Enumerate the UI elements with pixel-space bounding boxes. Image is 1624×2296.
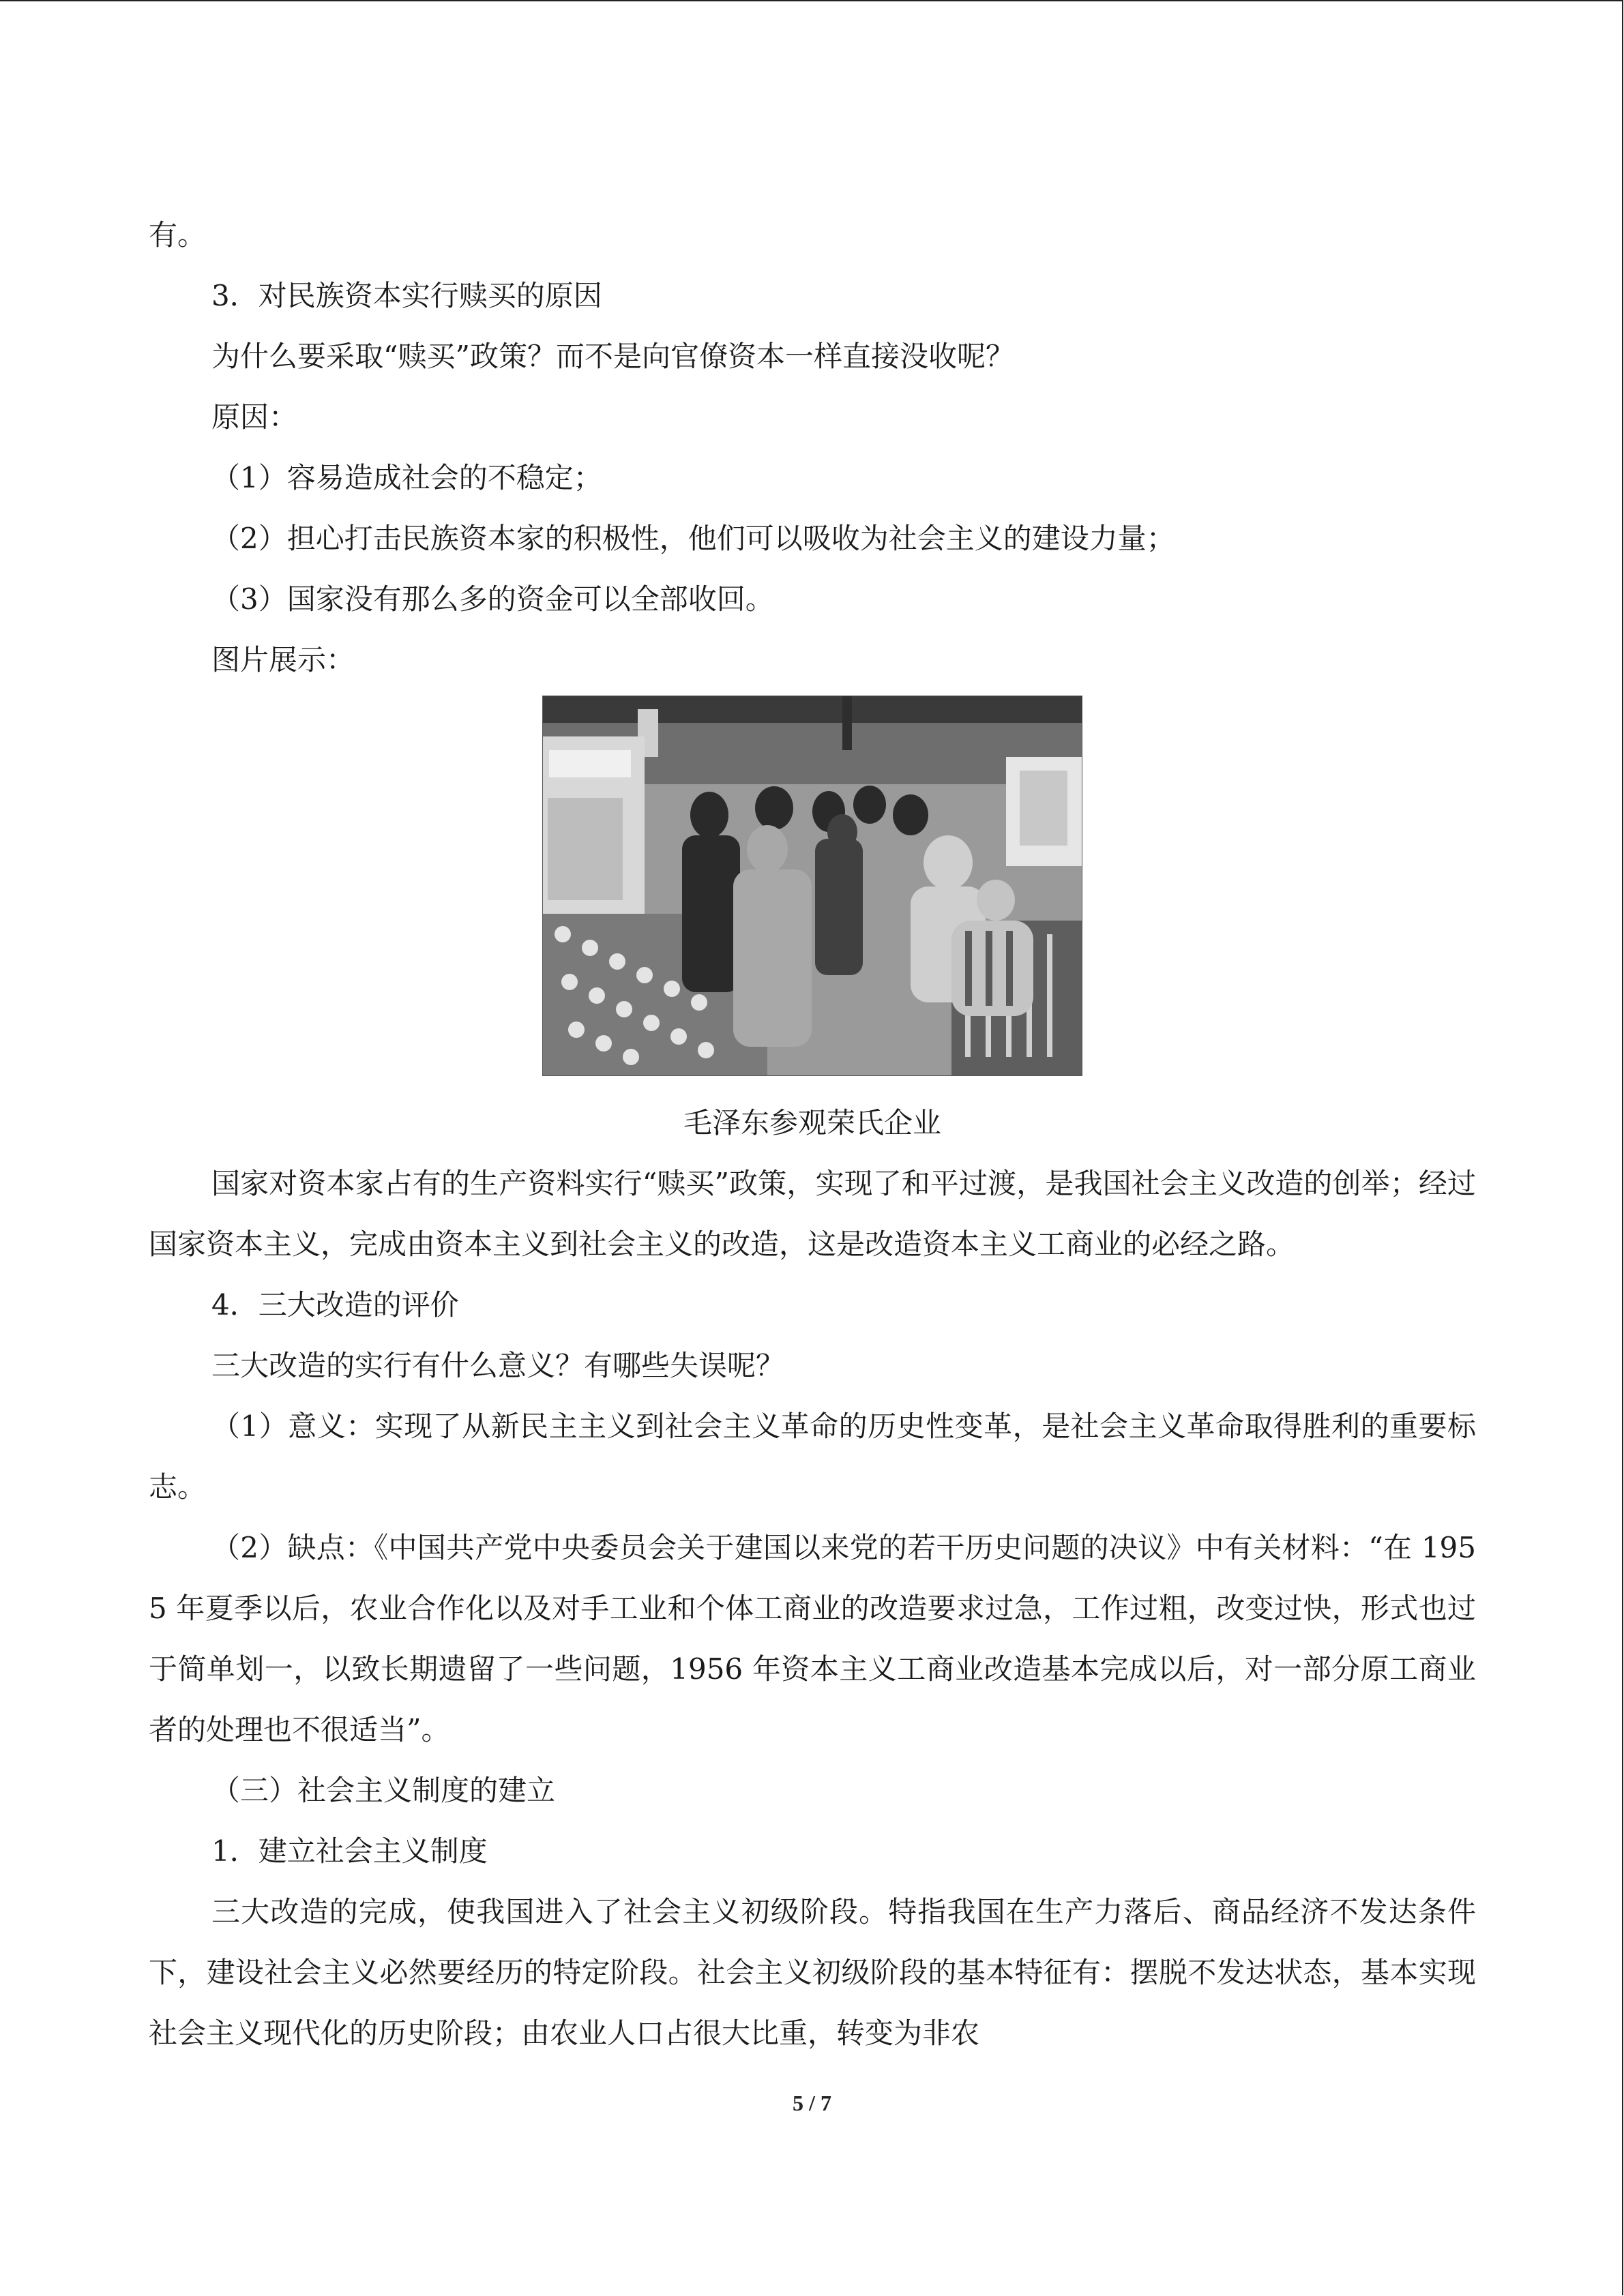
- paragraph: 国家对资本家占有的生产资料实行“赎买”政策，实现了和平过渡，是我国社会主义改造的创举；经过国家资本主义，完成由资本主义到社会主义的改造，这是改造资本主义工商业的必经之路。: [149, 1167, 1476, 1261]
- section-heading: （三）社会主义制度的建立: [211, 1774, 556, 1807]
- figure-caption: 毛泽东参观荣氏企业: [683, 1106, 941, 1139]
- list-item: （1）容易造成社会的不稳定；: [211, 461, 602, 494]
- paragraph: 图片展示：: [211, 643, 355, 676]
- paragraph: 为什么要采取“赎买”政策？而不是向官僚资本一样直接没收呢？: [211, 340, 1014, 373]
- section-heading: 3．对民族资本实行赎买的原因: [211, 279, 602, 312]
- section-heading: 4．三大改造的评价: [211, 1288, 459, 1322]
- section-heading: 1．建立社会主义制度: [211, 1834, 488, 1868]
- page-number: 5 / 7: [793, 2091, 831, 2115]
- document-body: [149, 205, 1476, 2063]
- list-item: （2）担心打击民族资本家的积极性，他们可以吸收为社会主义的建设力量；: [211, 522, 1175, 555]
- paragraph: 三大改造的实行有什么意义？有哪些失误呢？: [211, 1349, 785, 1382]
- paragraph: 三大改造的完成，使我国进入了社会主义初级阶段。特指我国在生产力落后、商品经济不发达条件下，建设社会主义必然要经历的特定阶段。社会主义初级阶段的基本特征有：摆脱不发达状态，基本实现社会主义现代化的历史阶段；由农业人口占很大比重，转变为非农: [149, 1895, 1476, 2050]
- figure: [149, 696, 1476, 1153]
- top-text-block: [149, 205, 1476, 690]
- historical-photo: [542, 696, 1082, 1076]
- list-item: （2）缺点：《中国共产党中央委员会关于建国以来党的若干历史问题的决议》中有关材料：“在 1955 年夏季以后，农业合作化以及对手工业和个体工商业的改造要求过急，工作过粗，改变过快，形式也过于简单划一，以致长期遗留了一些问题，1956 年资本主义工商业改造基本完成以后，对一部分原工商业者的处理也不很适当”。: [149, 1531, 1476, 1746]
- paragraph: 原因：: [211, 400, 298, 434]
- bottom-text-block: [149, 1153, 1476, 2063]
- list-item: （3）国家没有那么多的资金可以全部收回。: [211, 582, 774, 616]
- list-item: （1）意义：实现了从新民主主义到社会主义革命的历史性变革，是社会主义革命取得胜利的重要标志。: [149, 1410, 1476, 1504]
- paragraph: 有。: [149, 218, 207, 252]
